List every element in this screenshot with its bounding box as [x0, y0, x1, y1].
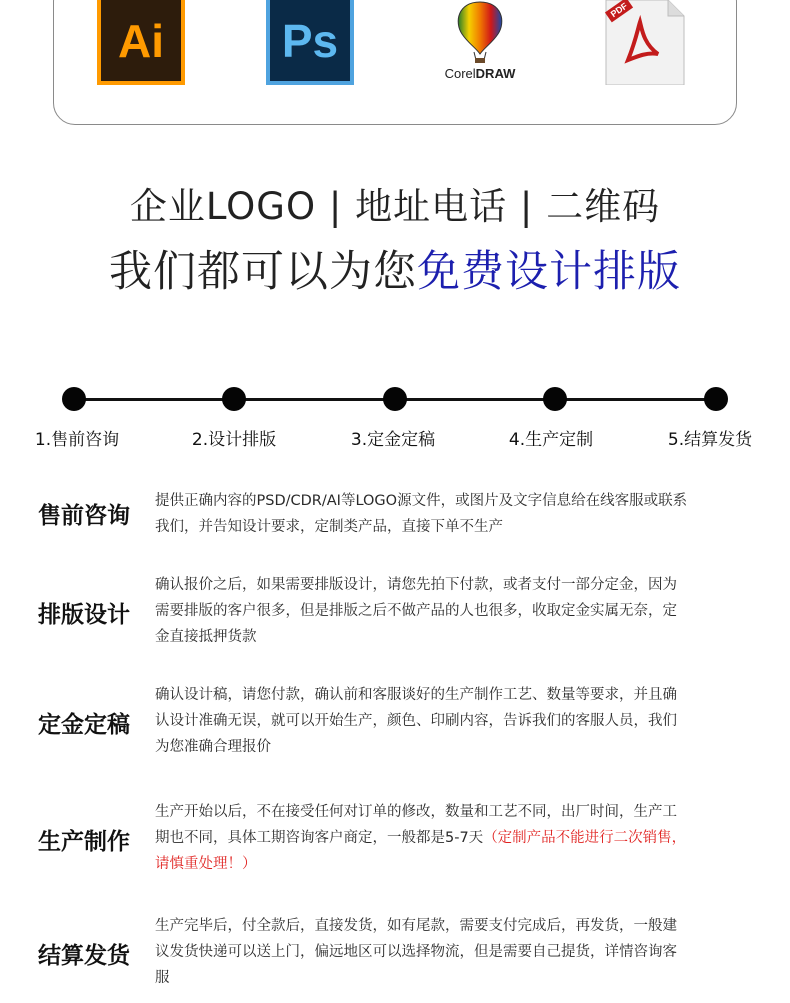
- pdf-logo: [598, 0, 688, 85]
- process-step-label: 4.生产定制: [508, 430, 594, 450]
- process-step-label: 3.定金定稿: [350, 430, 436, 450]
- section-body: 生产开始以后，不在接受任何对订单的修改，数量和工艺不同，出厂时间，生产工 期也不同，具体工期咨询客户商定，一般都是5-7天（定制产品不能进行二次销售， 请慎重处理！）: [155, 799, 755, 877]
- timeline-dot-1: [62, 387, 86, 411]
- coreldraw-logo: [434, 0, 526, 85]
- process-step-label: 5.结算发货: [667, 430, 753, 450]
- section-title: 定金定稿: [38, 712, 130, 738]
- production-warning: 请慎重处理！）: [155, 856, 257, 872]
- coreldraw-wordmark: CorelDRAW: [444, 66, 516, 81]
- process-step-label: 1.售前咨询: [34, 430, 120, 450]
- headline-free-design: [0, 238, 790, 299]
- balloon-icon: [448, 0, 512, 64]
- photoshop-logo: [266, 0, 354, 85]
- headline-prefix: 我们都可以为您: [109, 247, 417, 297]
- section-body: 生产完毕后，付全款后，直接发货，如有尾款，需要支付完成后，再发货，一般建 议发货快递可以送上门，偏远地区可以选择物流，但是需要自己提货，详情咨询客 服: [155, 918, 677, 986]
- section-body: 确认报价之后，如果需要排版设计，请您先拍下付款，或者支付一部分定金，因为 需要排版的客户很多，但是排版之后不做产品的人也很多，收取定金实属无奈，定 金直接抵押货款: [155, 577, 677, 645]
- section-title: 排版设计: [38, 602, 130, 628]
- timeline-dot-5: [704, 387, 728, 411]
- timeline-dot-3: [383, 387, 407, 411]
- process-step-label: 2.设计排版: [191, 430, 277, 450]
- illustrator-logo-text: Ai: [118, 15, 164, 67]
- timeline-dot-2: [222, 387, 246, 411]
- section-title: 结算发货: [38, 943, 130, 969]
- section-title: 售前咨询: [38, 503, 130, 529]
- headline-highlight: 免费设计排版: [417, 247, 681, 297]
- pdf-tag: PDF: [605, 0, 633, 22]
- section-title: 生产制作: [38, 829, 130, 855]
- production-warning: （定制产品不能进行二次销售，: [483, 830, 687, 846]
- photoshop-logo-text: Ps: [281, 15, 339, 67]
- illustrator-logo: [97, 0, 185, 85]
- section-body: 提供正确内容的PSD/CDR/AI等LOGO源文件，或图片及文字信息给在线客服或联系 我们，并告知设计要求，定制类产品，直接下单不生产: [155, 493, 688, 535]
- headline-services: 企业LOGO | 地址电话 | 二维码: [129, 185, 661, 228]
- section-body: 确认设计稿，请您付款，确认前和客服谈好的生产制作工艺、数量等要求，并且确 认设计准确无误，就可以开始生产，颜色、印刷内容，告诉我们的客服人员，我们 为您准确合理报价: [155, 687, 677, 755]
- timeline-dot-4: [543, 387, 567, 411]
